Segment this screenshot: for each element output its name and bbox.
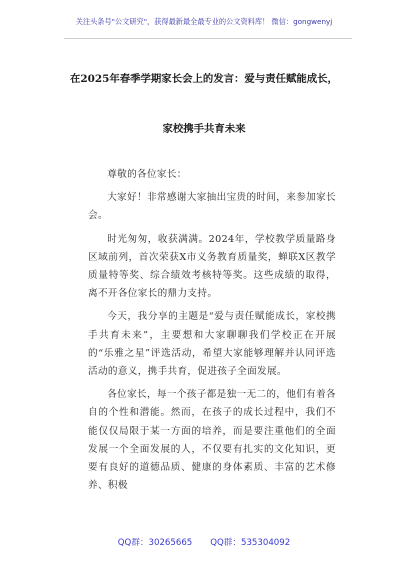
body-paragraph: 各位家长，每一个孩子都是独一无二的，他们有着各自的个性和潜能。然而，在孩子的成长过程中，我们不能仅仅局限于某一方面的培养，而是要注重他们的全面发展一个全面发展的人，不仅要有扎实的文化知识，更要有良好的道德品质、健康的身体素质、丰富的艺术修养、积极 [88, 389, 336, 492]
document-title-line-1: 在2025年春季学期家长会上的发言：爱与责任赋能成长， [70, 73, 338, 85]
document-body [88, 166, 336, 500]
salutation: 尊敬的各位家长： [107, 169, 187, 180]
body-paragraph: 今天，我分享的主题是“爱与责任赋能成长，家校携手共育未来”，主要想和大家聊聊我们学校正在开展的“乐雅之星”评选活动，希望大家能够理解并认同评选活动的意义，携手共育，促进孩子全面发展。 [88, 311, 336, 378]
footer-qq-group-2: QQ群：535304092 [210, 538, 291, 548]
body-paragraph: 时光匆匆，收获满满。2024年，学校教学质量路身区域前列，首次荣获X市义务教育质量奖，蝉联X区教学质量特等奖、综合绩效考核特等奖。这些成绩的取得，离不开各位家长的鼎力支持。 [88, 233, 336, 300]
header-divider [64, 38, 352, 39]
footer-qq-group-1: QQ群：30265665 [117, 538, 193, 548]
footer-contacts [0, 536, 408, 548]
document-title-line-2: 家校携手共育未来 [162, 123, 246, 135]
header-note: 关注头条号"公文研究"，获得最新最全最专业的公文资料库！ 微信：gongwenyj [75, 17, 333, 26]
body-paragraph: 大家好！非常感谢大家抽出宝贵的时间，来参加家长会。 [88, 192, 336, 222]
